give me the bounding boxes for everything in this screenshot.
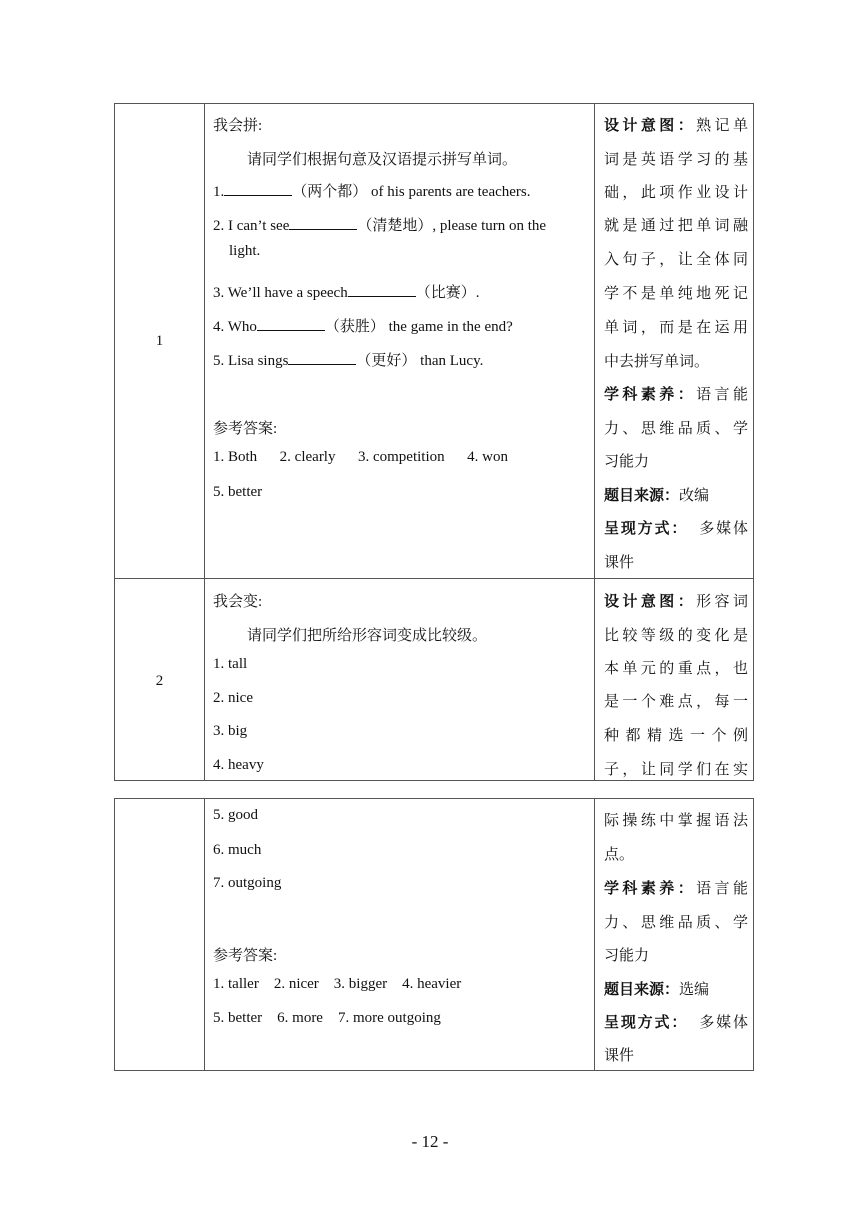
question: 5. good [213, 807, 258, 823]
note-line: 点。 [604, 847, 635, 863]
note-line: 课件 [604, 1048, 635, 1064]
question-1: 1. （两个都） of his parents are teachers. [213, 180, 531, 201]
question: 2. nice [213, 690, 253, 706]
row-divider [115, 578, 753, 579]
note-label: 学科素养： [604, 387, 697, 403]
question-2: 2. I can’t see （清楚地）, please turn on the [213, 214, 546, 235]
note-line: 单词，而是在运用 [604, 320, 748, 336]
row-number: 2 [155, 673, 164, 689]
note-line: 力、思维品质、学 [604, 915, 748, 931]
note-label: 题目来源： [604, 488, 680, 504]
note-line: 词是英语学习的基 [604, 152, 748, 168]
answer-key-line: 5. better 6. more 7. more outgoing [213, 1010, 441, 1026]
question: 6. much [213, 842, 262, 858]
note-line: 习能力 [604, 454, 650, 470]
answer-blank [348, 282, 416, 297]
note-label: 学科素养： [604, 881, 697, 897]
instruction: 请同学们把所给形容词变成比较级。 [247, 628, 488, 644]
note-line: 是一个难点，每一 [604, 694, 748, 710]
note-line: 学科素养：语言能 [604, 387, 748, 403]
note-line: 中去拼写单词。 [604, 354, 710, 370]
answer-blank [257, 316, 325, 331]
note-line: 子，让同学们在实 [604, 762, 748, 778]
instruction: 请同学们根据句意及汉语提示拼写单词。 [247, 152, 518, 168]
exercise-table-1 [114, 103, 754, 781]
note-label: 题目来源： [604, 982, 680, 998]
row-number: 1 [155, 333, 164, 349]
note-line: 呈现方式： 多媒体 [604, 521, 748, 537]
table-divider [594, 799, 595, 1070]
question: 7. outgoing [213, 875, 282, 891]
note-label: 呈现方式： [604, 521, 689, 537]
note-line: 学不是单纯地死记 [604, 286, 748, 302]
note-line: 学科素养：语言能 [604, 881, 748, 897]
answer-key-label: 参考答案: [213, 421, 278, 437]
section-title: 我会变: [213, 594, 263, 610]
question-4: 4. Who （获胜） the game in the end? [213, 315, 513, 336]
note-line: 础，此项作业设计 [604, 185, 748, 201]
note-line: 呈现方式： 多媒体 [604, 1015, 748, 1031]
question: 3. big [213, 723, 248, 739]
note-line: 题目来源：改编 [604, 488, 710, 504]
exercise-table-2 [114, 798, 754, 1071]
note-line: 设计意图：熟记单 [604, 118, 748, 134]
question: 1. tall [213, 656, 248, 672]
answer-key-label: 参考答案: [213, 948, 278, 964]
table-divider [594, 104, 595, 780]
answer-key-line: 1. Both 2. clearly 3. competition 4. won [213, 449, 508, 465]
note-line: 就是通过把单词融 [604, 218, 748, 234]
table-divider [204, 799, 205, 1070]
note-line: 比较等级的变化是 [604, 628, 748, 644]
note-line: 题目来源：选编 [604, 982, 710, 998]
answer-blank [224, 181, 292, 196]
section-title: 我会拼: [213, 118, 263, 134]
question-3: 3. We’ll have a speech （比赛）. [213, 281, 479, 302]
answer-blank [288, 350, 356, 365]
note-line: 际操练中掌握语法 [604, 813, 748, 829]
note-line: 本单元的重点，也 [604, 661, 748, 677]
note-label: 呈现方式： [604, 1015, 689, 1031]
question: 4. heavy [213, 757, 264, 773]
note-line: 习能力 [604, 948, 650, 964]
note-line: 课件 [604, 555, 635, 571]
question-2-cont: light. [229, 243, 261, 259]
note-line: 入句子，让全体同 [604, 252, 748, 268]
note-line: 设计意图：形容词 [604, 594, 748, 610]
note-label: 设计意图： [604, 118, 697, 134]
note-label: 设计意图： [604, 594, 697, 610]
answer-key-line: 1. taller 2. nicer 3. bigger 4. heavier [213, 976, 462, 992]
note-line: 种都精选一个例 [604, 728, 748, 744]
note-line: 力、思维品质、学 [604, 421, 748, 437]
page-number: - 12 - [411, 1132, 449, 1151]
answer-blank [289, 215, 357, 230]
table-divider [204, 104, 205, 780]
answer-key-line: 5. better [213, 484, 263, 500]
question-5: 5. Lisa sings （更好） than Lucy. [213, 349, 483, 370]
